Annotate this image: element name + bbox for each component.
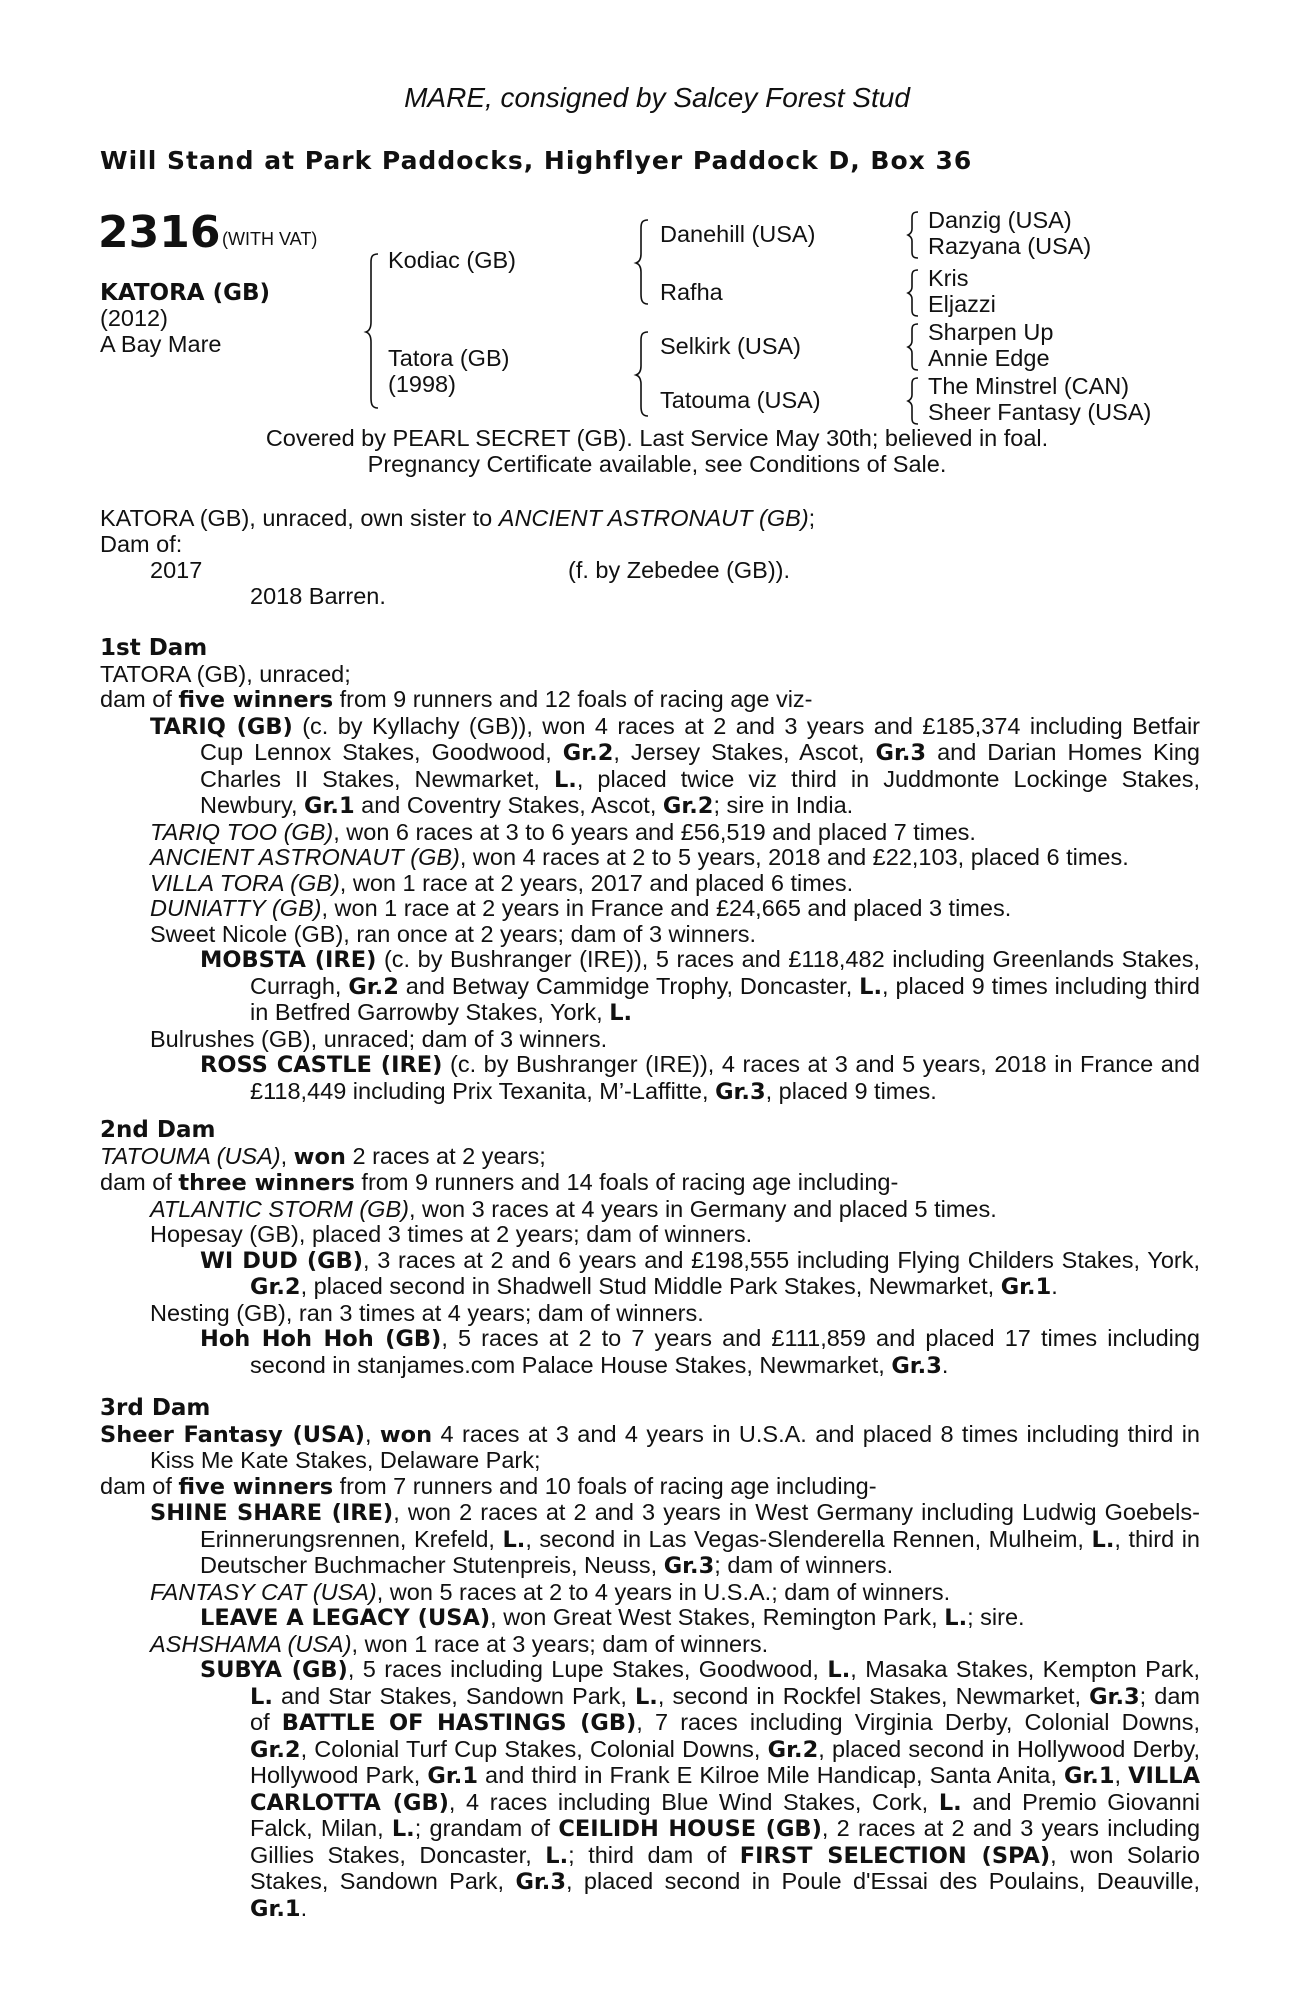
entry-leave-a-legacy: LEAVE A LEGACY (USA), won Great West Stakes, Remington Park, L.; sire. [200, 1604, 1025, 1631]
pedigree-g5: Sharpen Up [928, 319, 1054, 345]
pedigree-sire-sire: Danehill (USA) [660, 221, 816, 247]
pedigree-g6: Annie Edge [928, 345, 1050, 371]
entry-bulrushes: Bulrushes (GB), unraced; dam of 3 winners. [150, 1025, 608, 1052]
g-bracket-1 [906, 210, 922, 260]
entry-tariq-too: TARIQ TOO (GB), won 6 races at 3 to 6 years and £56,519 and placed 7 times. [150, 818, 976, 845]
stand-line: Will Stand at Park Paddocks, Highflyer Paddock D, Box 36 [100, 146, 973, 175]
third-dam-section [100, 1396, 1200, 1922]
third-dam-line-1: Sheer Fantasy (USA), won 4 races at 3 and 4 years in U.S.A. and placed 8 times including third in Kiss Me Kate Stakes, Delaware Park; [100, 1420, 1201, 1473]
pedigree-g8: Sheer Fantasy (USA) [928, 399, 1152, 425]
pedigree-g3: Kris [928, 265, 969, 291]
g-bracket-3 [906, 322, 922, 372]
intro-2017-text: (f. by Zebedee (GB)). [568, 557, 791, 583]
covered-line-2: Pregnancy Certificate available, see Conditions of Sale. [367, 451, 947, 477]
intro-lead [100, 506, 815, 532]
intro-sister-name: ANCIENT ASTRONAUT (GB) [498, 505, 809, 531]
entry-mobsta: MOBSTA (IRE) (c. by Bushranger (IRE)), 5 races and £118,482 including Greenlands Stakes, Curragh, Gr.2 and Betway Cammidge Trophy, Doncaster, L., placed 9 times including third in Betfred Garrowby Stakes, York, L. [200, 946, 1200, 1026]
pedigree-g1: Danzig (USA) [928, 207, 1072, 233]
intro-2017: 2017 [150, 557, 203, 583]
entry-hopesay: Hopesay (GB), placed 3 times at 2 years; dam of winners. [150, 1221, 753, 1247]
entry-ancient-astronaut: ANCIENT ASTRONAUT (GB), won 4 races at 2 to 5 years, 2018 and £22,103, placed 6 times. [150, 844, 1129, 870]
first-dam-line-1: TATORA (GB), unraced; [100, 660, 351, 687]
pedigree-sire: Kodiac (GB) [388, 247, 516, 273]
dam-bracket [634, 330, 654, 420]
lot-vat: (WITH VAT) [222, 229, 318, 249]
entry-subya: SUBYA (GB), 5 races including Lupe Stakes, Goodwood, L., Masaka Stakes, Kempton Park, L. and Star Stakes, Sandown Park, L., second in Rockfel Stakes, Newmarket, Gr.3; dam of BATTLE OF HASTINGS (GB), 7 races including Virginia Derby, Colonial Downs, Gr.2, Colonial Turf Cup Stakes, Colonial Downs, Gr.2, placed second in Hollywood Derby, Hollywood Park, Gr.1 and third in Frank E Kilroe Mile Handicap, Santa Anita, Gr.1, VILLA CARLOTTA (GB), 4 races including Blue Wind Stakes, Cork, L. and Premio Giovanni Falck, Milan, L.; grandam of CEILIDH HOUSE (GB), 2 races at 2 and 3 years including Gillies Stakes, Doncaster, L.; third dam of FIRST SELECTION (SPA), won Solario Stakes, Sandown Park, Gr.3, placed second in Poule d'Essai des Poulains, Deauville, Gr.1. [200, 1656, 1201, 1922]
lot-description: A Bay Mare [100, 331, 222, 357]
third-dam-line-2: dam of five winners from 7 runners and 10 foals of racing age including- [100, 1472, 877, 1500]
entry-sweet-nicole: Sweet Nicole (GB), ran once at 2 years; dam of 3 winners. [150, 920, 757, 947]
pedigree-dam-sire: Selkirk (USA) [660, 333, 802, 359]
sire-dam-bracket [364, 252, 384, 412]
pedigree-dam: Tatora (GB) [388, 345, 510, 371]
sire-bracket [634, 218, 654, 308]
pedigree-sire-dam: Rafha [660, 279, 723, 305]
lot-number: 2316 [98, 207, 221, 258]
pedigree-g4: Eljazzi [928, 291, 996, 317]
entry-nesting: Nesting (GB), ran 3 times at 4 years; dam of winners. [150, 1299, 704, 1326]
g-bracket-4 [906, 376, 922, 426]
first-dam-line-2: dam of five winners from 9 runners and 12 foals of racing age viz- [100, 686, 813, 713]
entry-wi-dud: WI DUD (GB), 3 races at 2 and 6 years and £198,555 including Flying Childers Stakes, York, Gr.2, placed second in Shadwell Stud Middle Park Stakes, Newmarket, Gr.1. [200, 1246, 1200, 1300]
second-dam-line-1: TATOUMA (USA), won 2 races at 2 years; [100, 1142, 546, 1170]
third-dam-heading: 3rd Dam [100, 1395, 211, 1421]
entry-atlantic-storm: ATLANTIC STORM (GB), won 3 races at 4 years in Germany and placed 5 times. [150, 1195, 997, 1222]
second-dam-heading: 2nd Dam [100, 1117, 216, 1143]
entry-ashshama: ASHSHAMA (USA), won 1 race at 3 years; dam of winners. [150, 1630, 769, 1657]
pedigree-dam-year: (1998) [388, 371, 456, 397]
pedigree-g7: The Minstrel (CAN) [928, 373, 1130, 399]
entry-shine-share: SHINE SHARE (IRE), won 2 races at 2 and 3 years in West Germany including Ludwig Goebels-Erinnerungsrennen, Krefeld, L., second in Las Vegas-Slenderella Rennen, Mulheim, L., third in Deutscher Buchmacher Stutenpreis, Neuss, Gr.3; dam of winners. [150, 1499, 1200, 1579]
second-dam-line-2: dam of three winners from 9 runners and 14 foals of racing age including- [100, 1169, 899, 1196]
consignor-line: MARE, consigned by Salcey Forest Stud [404, 82, 910, 113]
lot-name: KATORA (GB) [100, 280, 271, 306]
intro-lead-end: ; [808, 505, 816, 531]
covered-line-1: Covered by PEARL SECRET (GB). Last Service May 30th; believed in foal. [265, 425, 1049, 451]
g-bracket-2 [906, 268, 922, 318]
lot-year: (2012) [100, 305, 168, 331]
entry-villa-tora: VILLA TORA (GB), won 1 race at 2 years, 2017 and placed 6 times. [150, 869, 854, 896]
first-dam-section [100, 636, 1200, 1105]
second-dam-section [100, 1118, 1200, 1379]
intro-2018: 2018 Barren. [250, 583, 386, 609]
intro-dam-of: Dam of: [100, 531, 183, 557]
entry-tariq: TARIQ (GB) (c. by Kyllachy (GB)), won 4 races at 2 and 3 years and £185,374 including Betfair Cup Lennox Stakes, Goodwood, Gr.2, Jersey Stakes, Ascot, Gr.3 and Darian Homes King Charles II Stakes, Newmarket, L., placed twice viz third in Juddmonte Lockinge Stakes, Newbury, Gr.1 and Coventry Stakes, Ascot, Gr.2; sire in India. [150, 712, 1200, 819]
first-dam-heading: 1st Dam [100, 635, 208, 661]
pedigree-dam-dam: Tatouma (USA) [660, 387, 821, 413]
entry-ross-castle: ROSS CASTLE (IRE) (c. by Bushranger (IRE)), 4 races at 3 and 5 years, 2018 in France and £118,449 including Prix Texanita, M’-Laffitte, Gr.3, placed 9 times. [200, 1051, 1200, 1105]
entry-fantasy-cat: FANTASY CAT (USA), won 5 races at 2 to 4 years in U.S.A.; dam of winners. [150, 1578, 951, 1605]
intro-lead-text: KATORA (GB), unraced, own sister to [100, 505, 499, 531]
pedigree-g2: Razyana (USA) [928, 233, 1092, 259]
entry-duniatty: DUNIATTY (GB), won 1 race at 2 years in France and £24,665 and placed 3 times. [150, 895, 1012, 921]
horse-tariq: TARIQ (GB) [150, 713, 293, 740]
entry-hoh-hoh-hoh: Hoh Hoh Hoh (GB), 5 races at 2 to 7 years and £111,859 and placed 17 times including second in stanjames.com Palace House Stakes, Newmarket, Gr.3. [200, 1325, 1201, 1379]
